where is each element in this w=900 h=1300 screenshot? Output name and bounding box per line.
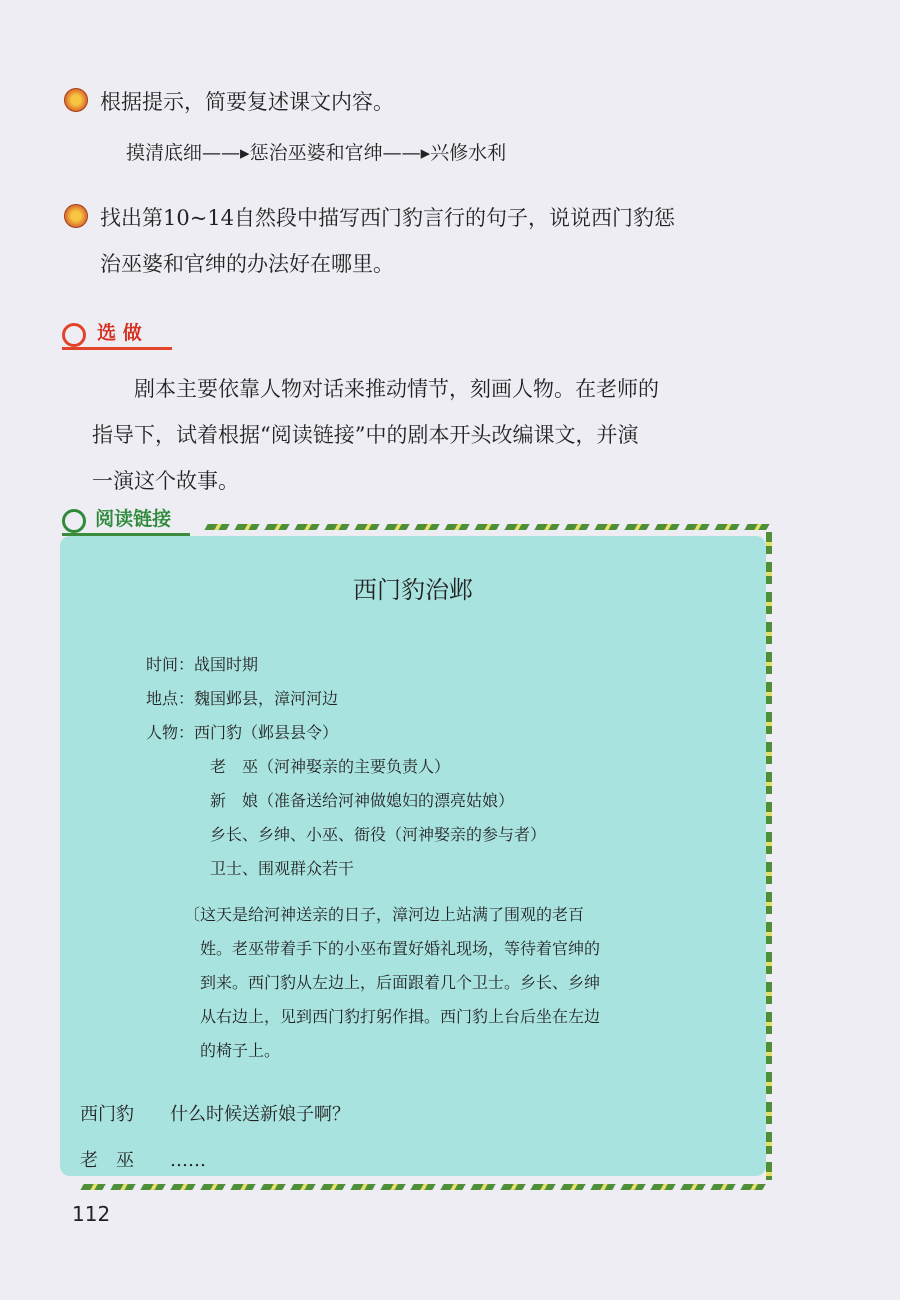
- paragraph-line: 指导下，试着根据“阅读链接”中的剧本开头改编课文，并演: [92, 423, 639, 447]
- arrow-icon: ——▸: [202, 142, 250, 164]
- flow-chain: [126, 138, 506, 165]
- optional-label: 选 做: [97, 322, 142, 344]
- arrow-icon: ——▸: [382, 142, 431, 164]
- stage-line: 从右边上，见到西门豹打躬作揖。西门豹上台后坐在左边: [200, 1007, 601, 1026]
- info-line: 新 娘（准备送给河神做媳妇的漂亮姑娘）: [210, 791, 515, 810]
- dashed-border-bottom: [80, 1184, 767, 1190]
- dialogue-line: [80, 1146, 206, 1172]
- info-line: 人物：西门豹（邺县县令）: [146, 723, 339, 742]
- stage-line: 〔这天是给河神送亲的日子，漳河边上站满了围观的老百: [184, 905, 585, 924]
- info-line: 卫士、围观群众若干: [210, 859, 355, 878]
- info-line: 时间：战国时期: [146, 655, 259, 674]
- task-bullet-icon: [64, 88, 88, 112]
- stage-line: 姓。老巫带着手下的小巫布置好婚礼现场，等待着官绅的: [200, 939, 601, 958]
- flow-step: 兴修水利: [430, 142, 507, 164]
- info-line: 老 巫（河神娶亲的主要负责人）: [210, 757, 451, 776]
- speaker: 老 巫: [80, 1150, 134, 1171]
- dialogue-line: [80, 1100, 350, 1126]
- reading-link-label: 阅读链接: [95, 508, 172, 530]
- optional-icon: [62, 323, 86, 347]
- info-line: 乡长、乡绅、小巫、衙役（河神娶亲的参与者）: [210, 825, 547, 844]
- script-info: [146, 648, 546, 886]
- task-1: 根据提示，简要复述课文内容。: [100, 90, 394, 114]
- stage-line: 到来。西门豹从左边上，后面跟着几个卫士。乡长、乡绅: [200, 973, 601, 992]
- speaker: 西门豹: [80, 1104, 134, 1125]
- task-2-line2: 治巫婆和官绅的办法好在哪里。: [100, 252, 394, 276]
- speech: 什么时候送新娘子啊？: [170, 1104, 350, 1125]
- paragraph-line: 一演这个故事。: [92, 469, 239, 493]
- optional-paragraph: [92, 366, 792, 504]
- flow-step: 惩治巫婆和官绅: [249, 142, 383, 164]
- dashed-border-right: [766, 532, 772, 1180]
- script-title: 西门豹治邺: [353, 576, 473, 604]
- reading-link-icon: [62, 509, 86, 533]
- stage-line: 的椅子上。: [200, 1041, 281, 1060]
- dashed-border-top: [204, 524, 769, 530]
- info-line: 地点：魏国邺县，漳河河边: [146, 689, 339, 708]
- speech: ……: [170, 1150, 206, 1171]
- optional-header: [62, 318, 172, 350]
- reading-link-header: [62, 504, 190, 536]
- page-number: 112: [72, 1202, 111, 1226]
- flow-step: 摸清底细: [126, 142, 203, 164]
- paragraph-line: 剧本主要依靠人物对话来推动情节，刻画人物。在老师的: [134, 377, 659, 401]
- task-2-line1: 找出第10~14自然段中描写西门豹言行的句子，说说西门豹惩: [100, 206, 676, 230]
- task-bullet-icon: [64, 204, 88, 228]
- stage-direction: [184, 898, 600, 1068]
